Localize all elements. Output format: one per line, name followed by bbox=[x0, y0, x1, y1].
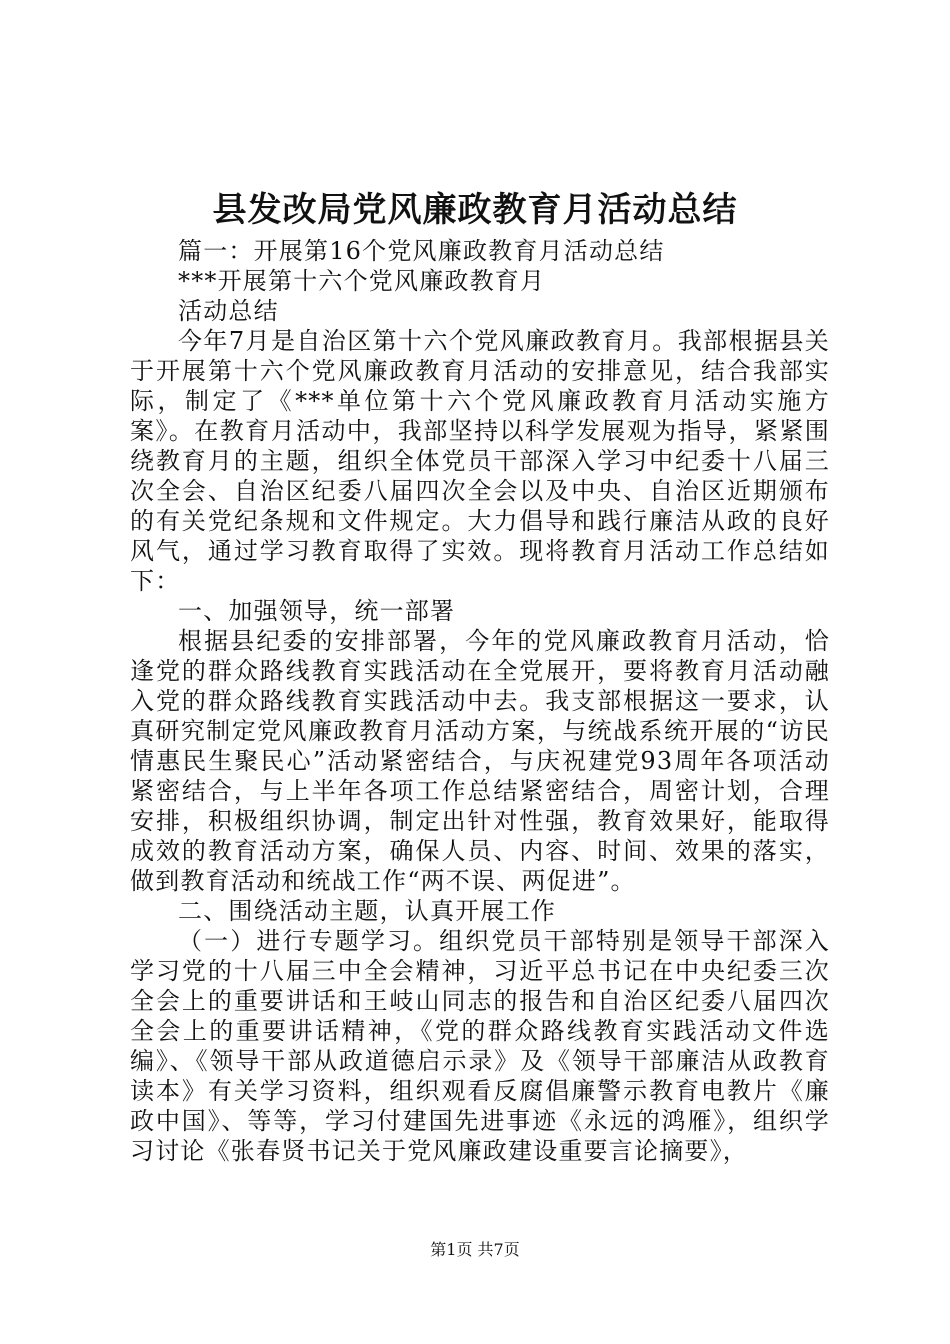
page-number-footer: 第1页 共7页 bbox=[430, 1240, 520, 1259]
section-heading-1: 一、加强领导，统一部署 bbox=[178, 597, 456, 625]
paragraph-subtitle-line-2: 活动总结 bbox=[178, 297, 279, 325]
paragraph-section-1: 根据县纪委的安排部署，今年的党风廉政教育月活动，恰逢党的群众路线教育实践活动在全党展开，要将教育月活动融入党的群众路线教育实践活动中去。我支部根据这一要求，认真研究制定党风廉政教育月活动方案，与统战系统开展的“访民情惠民生聚民心”活动紧密结合，与庆祝建党93周年各项活动紧密结合，与上半年各项工作总结紧密结合，周密计划，合理安排，积极组织协调，制定出针对性强，教育效果好，能取得成效的教育活动方案，确保人员、内容、时间、效果的落实，做到教育活动和统战工作“两不误、两促进”。 bbox=[130, 627, 830, 895]
paragraph-heading-part-one: 篇一：开展第16个党风廉政教育月活动总结 bbox=[178, 237, 665, 265]
paragraph-subtitle-line-1: ***开展第十六个党风廉政教育月 bbox=[178, 267, 546, 295]
section-heading-2: 二、围绕活动主题，认真开展工作 bbox=[178, 897, 556, 925]
document-title: 县发改局党风廉政教育月活动总结 bbox=[212, 190, 738, 230]
paragraph-section-2-1: （一）进行专题学习。组织党员干部特别是领导干部深入学习党的十八届三中全会精神，习近平总书记在中央纪委三次全会上的重要讲话和王岐山同志的报告和自治区纪委八届四次全会上的重要讲话精神，《党的群众路线教育实践活动文件选编》、《领导干部从政道德启示录》及《领导干部廉洁从政教育读本》有关学习资料，组织观看反腐倡廉警示教育电教片《廉政中国》、等等，学习付建国先进事迹《永远的鸿雁》，组织学习讨论《张春贤书记关于党风廉政建设重要言论摘要》， bbox=[130, 927, 830, 1165]
paragraph-intro: 今年7月是自治区第十六个党风廉政教育月。我部根据县关于开展第十六个党风廉政教育月活动的安排意见，结合我部实际，制定了《***单位第十六个党风廉政教育月活动实施方案》。在教育月活动中，我部坚持以科学发展观为指导，紧紧围绕教育月的主题，组织全体党员干部深入学习中纪委十八届三次全会、自治区纪委八届四次全会以及中央、自治区近期颁布的有关党纪条规和文件规定。大力倡导和践行廉洁从政的良好风气，通过学习教育取得了实效。现将教育月活动工作总结如下： bbox=[130, 327, 830, 595]
document-body bbox=[130, 236, 830, 1166]
